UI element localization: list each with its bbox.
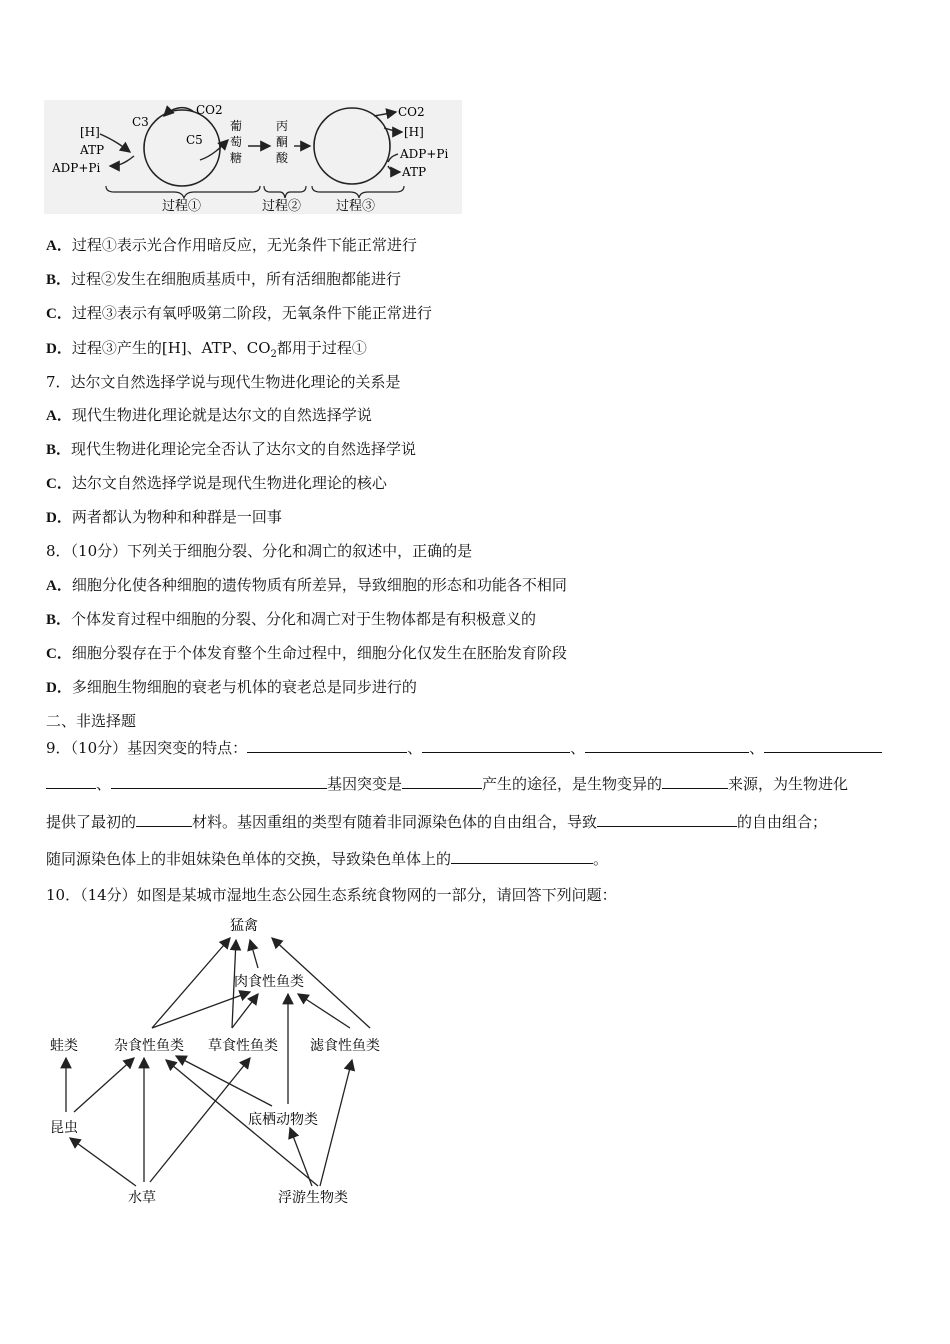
edge-insect-omnivore <box>74 1058 134 1112</box>
adp-arrow <box>110 156 134 166</box>
edge-waterweed-insect <box>70 1138 136 1186</box>
q9-line-2 <box>46 774 848 794</box>
co2-in-arrow <box>164 108 194 116</box>
q9-l3-b: 材料。基因重组的类型有随着非同源染色体的自由组合，导致 <box>192 813 598 831</box>
q8-stem: 8．（10分）下列关于细胞分裂、分化和凋亡的叙述中，正确的是 <box>46 542 473 560</box>
q9-sep-2: 、 <box>570 739 586 757</box>
q7-option-d-text: 两者都认为物种和种群是一回事 <box>71 508 282 526</box>
q9-blank-2[interactable] <box>422 738 570 753</box>
brace-process-2 <box>264 186 306 198</box>
q8-option-b <box>46 609 536 630</box>
q6-option-c <box>46 303 432 324</box>
edge-omnivore-raptor <box>152 938 230 1028</box>
q7-option-a-letter: A． <box>46 408 72 424</box>
edge-filter-carnivore <box>298 994 350 1028</box>
q8-option-c <box>46 643 567 664</box>
brace-process-1 <box>106 186 260 198</box>
q6-option-b <box>46 269 401 290</box>
node-raptor: 猛禽 <box>230 918 258 934</box>
q10-stem: 10．（14分）如图是某城市湿地生态公园生态系统食物网的一部分，请回答下列问题： <box>46 886 617 904</box>
food-web-svg <box>40 910 400 1210</box>
q9-blank-5[interactable] <box>111 774 327 789</box>
q7-option-d <box>46 507 282 528</box>
q7-option-c <box>46 473 387 494</box>
q6-option-a-letter: A． <box>46 238 72 254</box>
q9-blank-6[interactable] <box>402 774 482 789</box>
q8-option-d-letter: D． <box>46 680 72 696</box>
q6-option-d-sub: 2 <box>270 349 277 360</box>
node-carnivore: 肉食性鱼类 <box>234 974 304 990</box>
q9-blank-4[interactable] <box>764 738 882 753</box>
adp-out-label: ADP+Pi <box>52 161 101 175</box>
glucose-char-2: 萄 <box>230 135 243 149</box>
q9-blank-4-cont[interactable] <box>46 774 96 789</box>
q9-l2-a: 基因突变是 <box>327 775 403 793</box>
q9-l3-a: 提供了最初的 <box>46 813 137 831</box>
atp-in-label: ATP <box>80 143 105 157</box>
glucose-char-3: 糖 <box>230 151 243 165</box>
q7-option-b <box>46 439 416 460</box>
q6-option-c-letter: C． <box>46 306 72 322</box>
q7-option-c-letter: C． <box>46 476 72 492</box>
q9-line-4 <box>46 849 608 869</box>
q9-sep-1: 、 <box>407 739 423 757</box>
q7-option-b-letter: B． <box>46 442 72 458</box>
section-heading: 二、非选择题 <box>46 712 137 730</box>
food-web-diagram <box>40 910 400 1210</box>
q8-option-c-text: 细胞分裂存在于个体发育整个生命过程中，细胞分化仅发生在胚胎发育阶段 <box>71 644 567 662</box>
pyruvate-char-1: 丙 <box>276 119 289 133</box>
q9-sep-3: 、 <box>749 739 765 757</box>
q7-option-c-text: 达尔文自然选择学说是现代生物进化理论的核心 <box>71 474 387 492</box>
q6-option-d <box>46 338 367 365</box>
node-waterweed: 水草 <box>128 1190 156 1206</box>
q6-option-b-text: 过程②发生在细胞质基质中，所有活细胞都能进行 <box>71 270 402 288</box>
atp-out-arrow <box>388 166 400 172</box>
q9-sep-4: 、 <box>96 775 112 793</box>
pyruvate-char-2: 酮 <box>276 135 289 149</box>
c5-label: C5 <box>186 133 203 147</box>
node-herbivore: 草食性鱼类 <box>208 1038 278 1054</box>
q9-l4-b: 。 <box>593 850 609 868</box>
node-frog: 蛙类 <box>50 1038 78 1054</box>
process-1-label: 过程① <box>162 199 202 214</box>
q9-blank-10[interactable] <box>451 849 593 864</box>
q9-l4-a: 随同源染色体上的非姐妹染色单体的交换，导致染色单体上的 <box>46 850 452 868</box>
q8-option-a-text: 细胞分化使各种细胞的遗传物质有所差异，导致细胞的形态和功能各不相同 <box>71 576 567 594</box>
q8-option-c-letter: C． <box>46 646 72 662</box>
q6-option-a-text: 过程①表示光合作用暗反应，无光条件下能正常进行 <box>71 236 417 254</box>
q6-option-b-letter: B． <box>46 272 72 288</box>
q9-line-1 <box>46 738 882 758</box>
q8-option-b-text: 个体发育过程中细胞的分裂、分化和凋亡对于生物体都是有积极意义的 <box>71 610 537 628</box>
c3-label: C3 <box>132 115 149 129</box>
edge-omnivore-carnivore <box>152 992 250 1028</box>
edge-herbivore-carnivore <box>232 994 258 1028</box>
q8-option-a-letter: A． <box>46 578 72 594</box>
q9-line-3 <box>46 812 827 832</box>
edge-carnivore-raptor <box>250 940 258 968</box>
q9-blank-8[interactable] <box>136 812 192 827</box>
q8-option-d <box>46 677 417 698</box>
q9-blank-9[interactable] <box>597 812 737 827</box>
process-2-label: 过程② <box>262 199 302 214</box>
adp-in-label: ADP+Pi <box>400 147 449 161</box>
q6-option-d-text-pre: 过程③产生的[H]、ATP、CO <box>71 339 271 357</box>
q8-option-a <box>46 575 567 596</box>
q6-option-d-text-post: 都用于过程① <box>276 339 367 357</box>
edge-plankton-filter <box>320 1060 352 1186</box>
calvin-cycle-circle <box>144 110 220 186</box>
q7-option-a <box>46 405 372 426</box>
pyruvate-char-3: 酸 <box>276 151 289 165</box>
node-plankton: 浮游生物类 <box>278 1190 348 1206</box>
q9-blank-3[interactable] <box>585 738 749 753</box>
q8-option-d-text: 多细胞生物细胞的衰老与机体的衰老总是同步进行的 <box>71 678 417 696</box>
process-3-label: 过程③ <box>336 199 376 214</box>
q6-option-a <box>46 235 417 256</box>
node-omnivore: 杂食性鱼类 <box>114 1038 184 1054</box>
co2-out-arrow <box>374 112 396 116</box>
process-diagram <box>44 100 462 214</box>
edge-plankton-benthic <box>290 1128 312 1186</box>
q9-l3-c: 的自由组合； <box>737 813 828 831</box>
q6-option-d-letter: D． <box>46 341 72 357</box>
glucose-arrow <box>200 140 228 160</box>
h-out-label: [H] <box>404 125 424 139</box>
q9-l2-c: 来源，为生物进化 <box>728 775 849 793</box>
co2-in-label: CO2 <box>196 103 223 117</box>
brace-process-3 <box>312 186 404 198</box>
h-in-label: [H] <box>80 125 100 139</box>
node-insect: 昆虫 <box>50 1120 78 1136</box>
edge-waterweed-herbivore <box>150 1058 250 1182</box>
q9-blank-1[interactable] <box>247 738 407 753</box>
q9-blank-7[interactable] <box>662 774 728 789</box>
krebs-cycle-circle <box>314 108 390 184</box>
co2-out-label: CO2 <box>398 105 425 119</box>
q7-option-d-letter: D． <box>46 510 72 526</box>
q8-option-b-letter: B． <box>46 612 72 628</box>
q7-stem: 7．达尔文自然选择学说与现代生物进化理论的关系是 <box>46 373 401 391</box>
q7-option-b-text: 现代生物进化理论完全否认了达尔文的自然选择学说 <box>71 440 417 458</box>
q7-option-a-text: 现代生物进化理论就是达尔文的自然选择学说 <box>71 406 372 424</box>
h-atp-arrow <box>100 134 130 152</box>
q6-option-c-text: 过程③表示有氧呼吸第二阶段，无氧条件下能正常进行 <box>71 304 432 322</box>
node-benthic: 底栖动物类 <box>248 1112 318 1128</box>
glucose-char-1: 葡 <box>230 119 243 133</box>
q9-stem: 9．（10分）基因突变的特点： <box>46 739 248 757</box>
node-filter: 滤食性鱼类 <box>310 1038 380 1054</box>
process-diagram-svg <box>44 100 462 214</box>
atp-out-label: ATP <box>402 165 427 179</box>
q9-l2-b: 产生的途径，是生物变异的 <box>482 775 663 793</box>
